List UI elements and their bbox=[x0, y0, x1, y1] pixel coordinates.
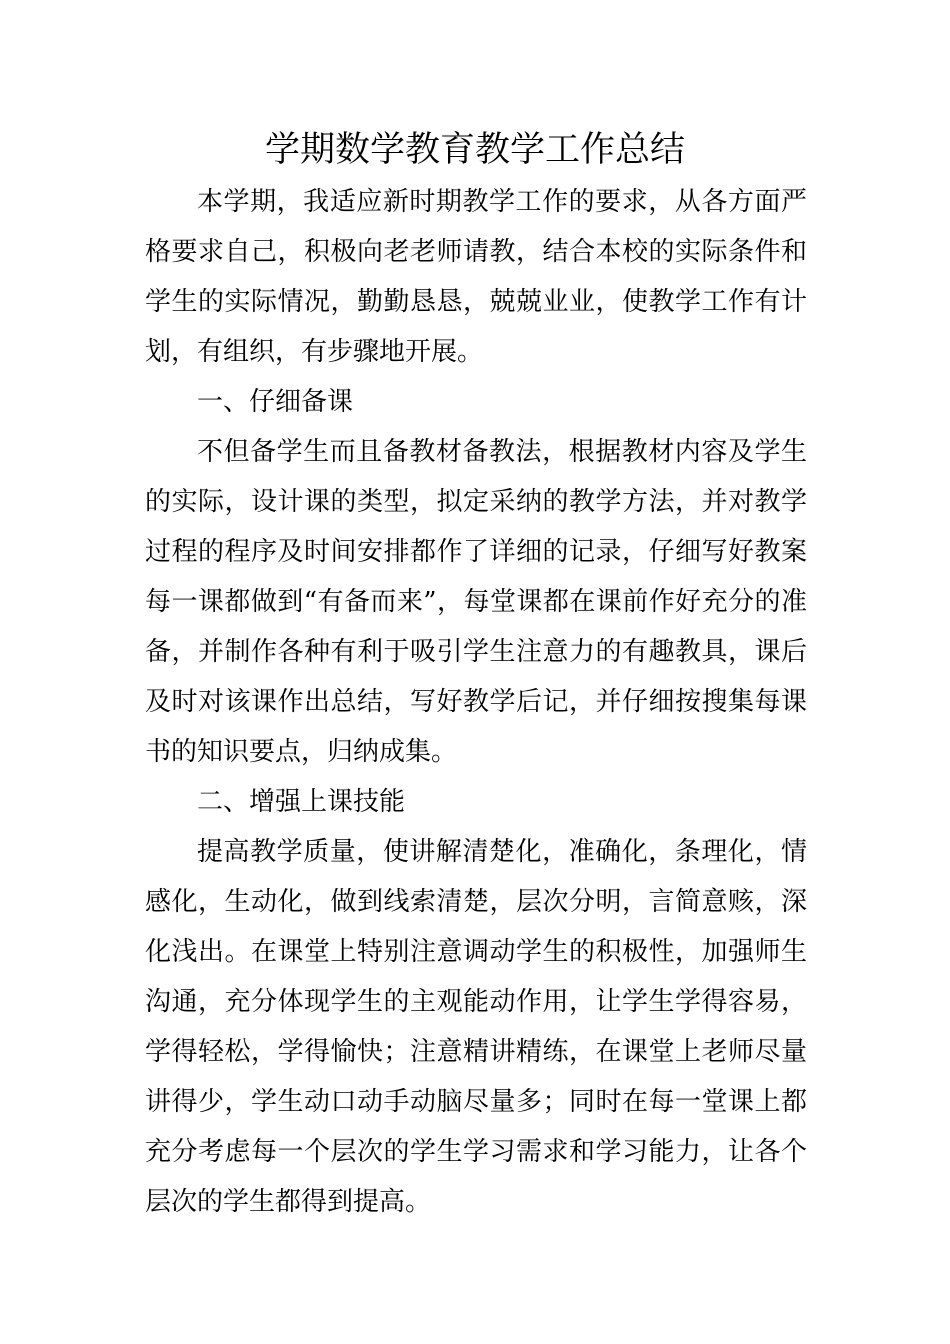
intro-paragraph: 本学期，我适应新时期教学工作的要求，从各方面严格要求自己，积极向老老师请教，结合本校的实际条件和学生的实际情况，勤勤恳恳，兢兢业业，使教学工作有计划，有组织，有步骤地开展。 bbox=[145, 187, 807, 367]
section-heading-1: 一、仔细备课 bbox=[197, 387, 354, 417]
document-title: 学期数学教育教学工作总结 bbox=[264, 130, 685, 170]
section-1-paragraph: 不但备学生而且备教材备教法，根据教材内容及学生的实际，设计课的类型，拟定采纳的教学方法，并对教学过程的程序及时间安排都作了详细的记录，仔细写好教案每一课都做到“有备而来”，每堂课都在课前作好充分的准备，并制作各种有利于吸引学生注意力的有趣教具，课后及时对该课作出总结，写好教学后记，并仔细按搜集每课书的知识要点，归纳成集。 bbox=[145, 437, 807, 767]
section-heading-2: 二、增强上课技能 bbox=[197, 787, 406, 817]
document-body bbox=[145, 177, 807, 1227]
section-2-paragraph: 提高教学质量，使讲解清楚化，准确化，条理化，情感化，生动化，做到线索清楚，层次分明，言简意赅，深化浅出。在课堂上特别注意调动学生的积极性，加强师生沟通，充分体现学生的主观能动作用，让学生学得容易，学得轻松，学得愉快；注意精讲精练，在课堂上老师尽量讲得少，学生动口动手动脑尽量多；同时在每一堂课上都充分考虑每一个层次的学生学习需求和学习能力，让各个层次的学生都得到提高。 bbox=[145, 837, 807, 1217]
